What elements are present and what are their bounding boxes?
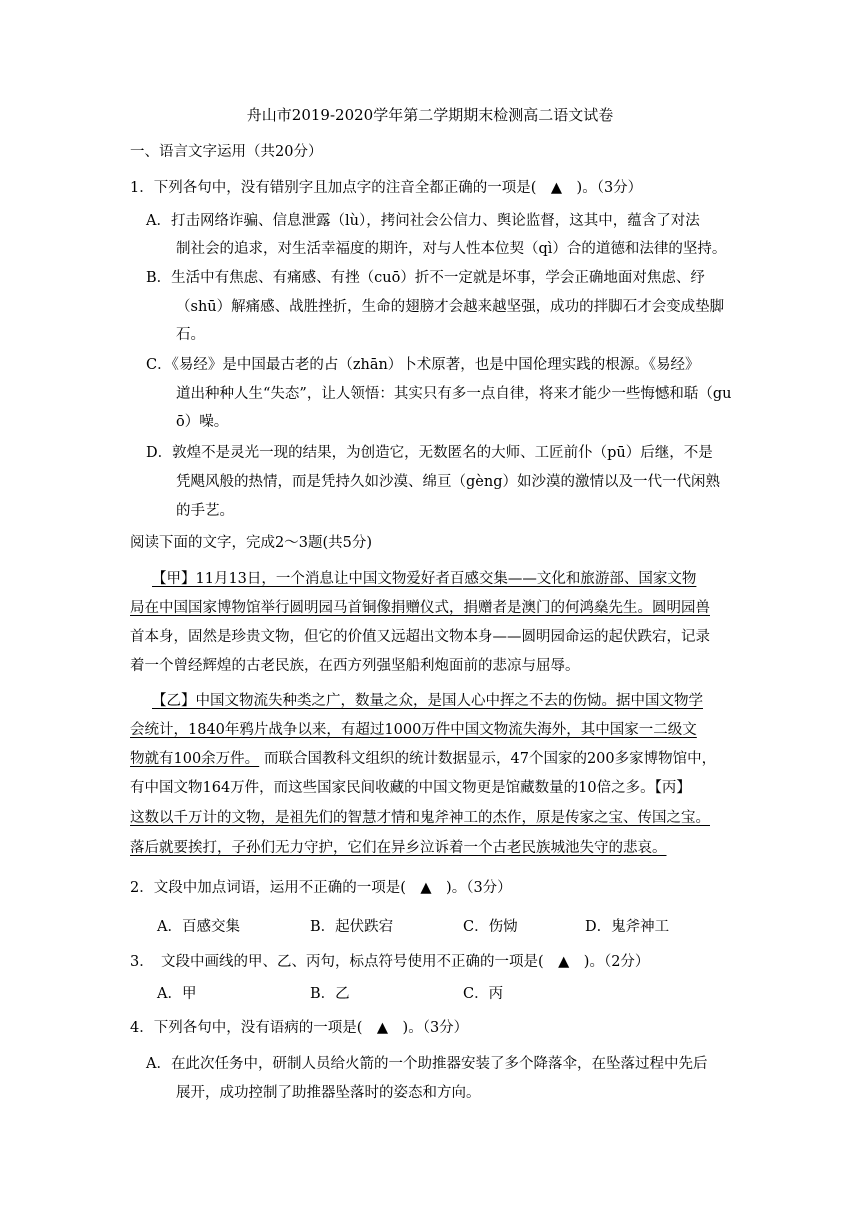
q1-option-c-line3: ō）噪。 — [176, 414, 229, 430]
passage-line4: 着一个曾经辉煌的古老民族，在西方列强坚船利炮面前的悲凉与屈辱。 — [130, 658, 580, 674]
passage-yi-line3: 物就有100余万件。 — [130, 751, 260, 767]
passage-bing-line2: 落后就要挨打，子孙们无力守护，它们在异乡泣诉着一个古老民族城池失守的悲哀。 — [130, 840, 667, 856]
q2-option-d: D．鬼斧神工 — [585, 919, 670, 935]
q1-option-b: B．生活中有焦虑、有痛感、有挫（cuō）折不一定就是坏事，学会正确地面对焦虑、纾 — [146, 270, 705, 286]
q1-option-d-line2: 凭飓风般的热情，而是凭持久如沙漠、绵亘（gèng）如沙漠的激情以及一代一代闲熟 — [176, 474, 720, 490]
q2-option-b: B．起伏跌宕 — [310, 919, 394, 935]
q3-stem: 3． 文段中画线的甲、乙、丙句，标点符号使用不正确的一项是( ▲ )。（2分） — [130, 954, 650, 970]
q3-option-c: C．丙 — [463, 986, 504, 1002]
q4-option-a-line2: 展开，成功控制了助推器坠落时的姿态和方向。 — [176, 1085, 481, 1101]
q3-option-a: A．甲 — [157, 986, 197, 1002]
reading-intro: 阅读下面的文字，完成2～3题(共5分) — [130, 535, 372, 551]
q1-option-b-line3: 石。 — [176, 327, 205, 343]
exam-title: 舟山市2019-2020学年第二学期期末检测高二语文试卷 — [246, 106, 614, 124]
passage-yi-line2: 会统计，1840年鸦片战争以来，有超过1000万件中国文物流失海外，其中国家一二级文 — [130, 722, 697, 738]
q1-option-c-line2: 道出种种人生“失态”，让人领悟：其实只有多一点自律，将来才能少一些悔憾和聒（gu — [176, 386, 732, 402]
passage-bing-line1: 这数以千万计的文物，是祖先们的智慧才情和鬼斧神工的杰作，原是传家之宝、传国之宝。 — [130, 810, 710, 826]
q4-option-a: A．在此次任务中，研制人员给火箭的一个助推器安装了多个降落伞，在坠落过程中先后 — [146, 1056, 708, 1072]
passage-line3: 首本身，固然是珍贵文物，但它的价值又远超出文物本身——圆明园命运的起伏跌宕，记录 — [130, 629, 710, 645]
q3-option-b: B．乙 — [310, 986, 350, 1002]
passage-line4b: 有中国文物164万件，而这些国家民间收藏的中国文物更是馆藏数量的10倍之多。【丙】 — [130, 780, 691, 796]
q1-option-d: D．敦煌不是灵光一现的结果，为创造它，无数匿名的大师、工匠前仆（pū）后继，不是 — [146, 445, 713, 461]
q1-option-c: C．《易经》是中国最古老的占（zhān）卜术原著，也是中国伦理实践的根源。《易经》 — [146, 357, 700, 373]
q1-option-b-line2: （shū）解痛感、战胜挫折，生命的翅膀才会越来越坚强，成功的拌脚石才会变成垫脚 — [176, 299, 725, 315]
passage-line3b: 而联合国教科文组织的统计数据显示，47个国家的200多家博物馆中， — [264, 751, 717, 767]
passage-jia-line2: 局在中国国家博物馆举行圆明园马首铜像捐赠仪式，捐赠者是澳门的何鸿燊先生。圆明园兽 — [130, 600, 710, 616]
q4-stem: 4．下列各句中，没有语病的一项是( ▲ )。（3分） — [130, 1020, 469, 1036]
q1-option-a-line2: 制社会的追求，对生活幸福度的期许，对与人性本位契（qì）合的道德和法律的坚持。 — [176, 241, 727, 257]
q1-option-a: A．打击网络诈骗、信息泄露（lù），拷问社会公信力、舆论监督，这其中，蕴含了对法 — [146, 213, 700, 229]
section-heading: 一、语言文字运用（共20分） — [130, 144, 323, 160]
q2-stem: 2．文段中加点词语，运用不正确的一项是( ▲ )。（3分） — [130, 880, 512, 896]
q1-stem: 1．下列各句中，没有错别字且加点字的注音全都正确的一项是( ▲ )。（3分） — [130, 180, 643, 196]
passage-yi-line1: 【乙】中国文物流失种类之广，数量之众，是国人心中挥之不去的伤恸。据中国文物学 — [152, 693, 703, 709]
q2-option-c: C．伤恸 — [463, 919, 518, 935]
q1-option-d-line3: 的手艺。 — [176, 503, 234, 519]
q2-option-a: A．百感交集 — [157, 919, 240, 935]
passage-jia-line1: 【甲】11月13日，一个消息让中国文物爱好者百感交集——文化和旅游部、国家文物 — [152, 571, 697, 587]
